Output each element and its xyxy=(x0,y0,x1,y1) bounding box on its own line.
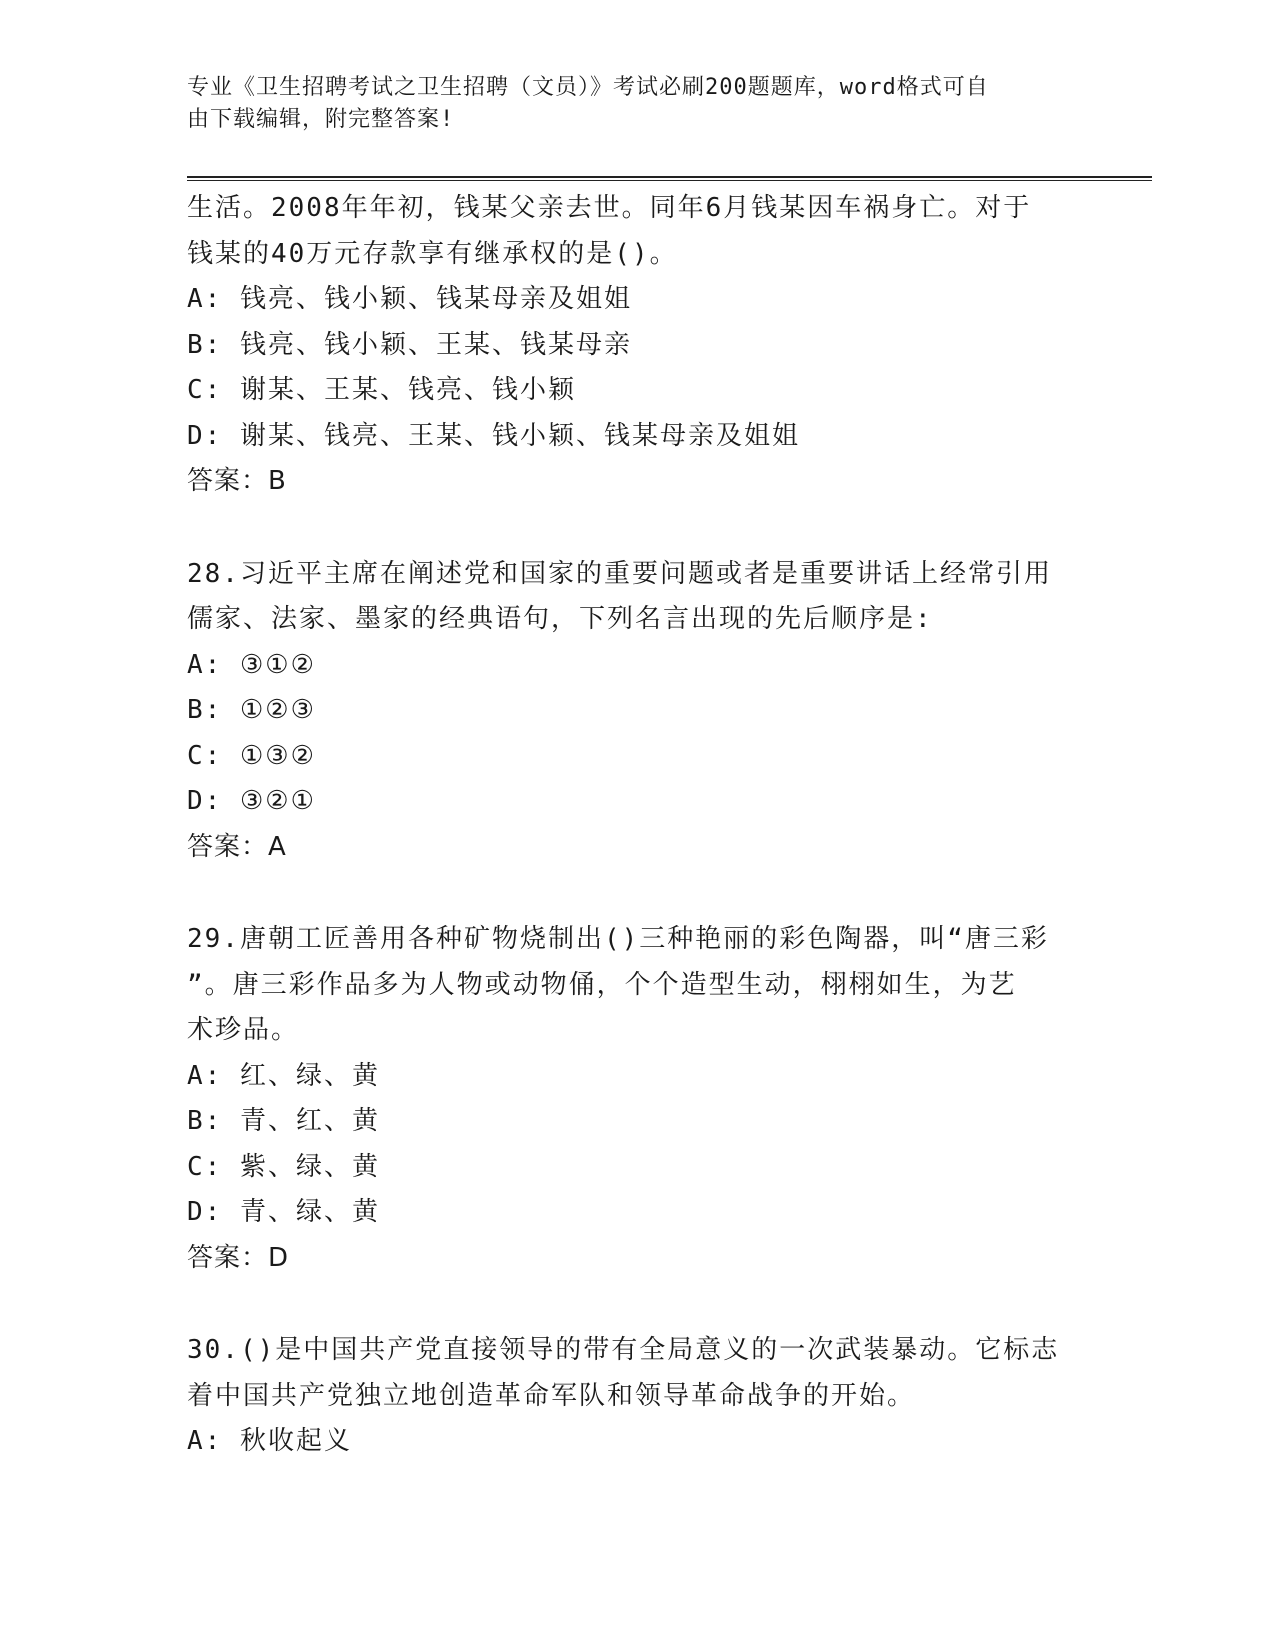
answer-line: 答案：B xyxy=(187,466,287,496)
option-b: B: 青、红、黄 xyxy=(187,1106,380,1136)
question-28 xyxy=(187,552,1087,871)
option-c: C: 谢某、王某、钱亮、钱小颖 xyxy=(187,375,576,405)
question-stem-line: 术珍品。 xyxy=(187,1015,300,1045)
answer-line: 答案：D xyxy=(187,1242,290,1273)
document-header xyxy=(187,72,1067,136)
option-c: C: ①③② xyxy=(187,740,316,771)
option-d: D: ③②① xyxy=(187,786,316,816)
question-27 xyxy=(187,186,1087,505)
question-stem-line: 儒家、法家、墨家的经典语句，下列名言出现的先后顺序是: xyxy=(187,604,933,634)
header-title-line-2: 由下载编辑，附完整答案! xyxy=(187,107,455,132)
question-stem-line: 生活。2008年年初，钱某父亲去世。同年6月钱某因车祸身亡。对于 xyxy=(187,193,1032,223)
question-stem-line: 着中国共产党独立地创造革命军队和领导革命战争的开始。 xyxy=(187,1380,916,1411)
question-stem-line: ”。唐三彩作品多为人物或动物俑，个个造型生动，栩栩如生，为艺 xyxy=(187,969,1017,1000)
question-stem-line: 28.习近平主席在阐述党和国家的重要问题或者是重要讲话上经常引用 xyxy=(187,558,1052,589)
question-29 xyxy=(187,917,1087,1281)
answer-line: 答案：A xyxy=(187,831,287,862)
question-list xyxy=(187,186,1087,1465)
option-b: B: 钱亮、钱小颖、王某、钱某母亲 xyxy=(187,329,632,360)
option-b: B: ①②③ xyxy=(187,695,316,725)
question-30 xyxy=(187,1328,1087,1465)
header-divider xyxy=(187,176,1152,181)
option-a: A: 钱亮、钱小颖、钱某母亲及姐姐 xyxy=(187,284,632,314)
option-d: D: 青、绿、黄 xyxy=(187,1197,380,1227)
option-a: A: ③①② xyxy=(187,649,316,680)
option-c: C: 紫、绿、黄 xyxy=(187,1151,380,1182)
question-stem-line: 29.唐朝工匠善用各种矿物烧制出()三种艳丽的彩色陶器，叫“唐三彩 xyxy=(187,924,1049,954)
header-title-line-1: 专业《卫生招聘考试之卫生招聘（文员）》考试必刷200题题库，word格式可自 xyxy=(187,75,989,100)
option-d: D: 谢某、钱亮、王某、钱小颖、钱某母亲及姐姐 xyxy=(187,420,800,451)
question-stem-line: 钱某的40万元存款享有继承权的是()。 xyxy=(187,238,678,269)
option-a: A: 秋收起义 xyxy=(187,1426,352,1456)
question-stem-line: 30.()是中国共产党直接领导的带有全局意义的一次武装暴动。它标志 xyxy=(187,1335,1060,1365)
option-a: A: 红、绿、黄 xyxy=(187,1060,380,1091)
